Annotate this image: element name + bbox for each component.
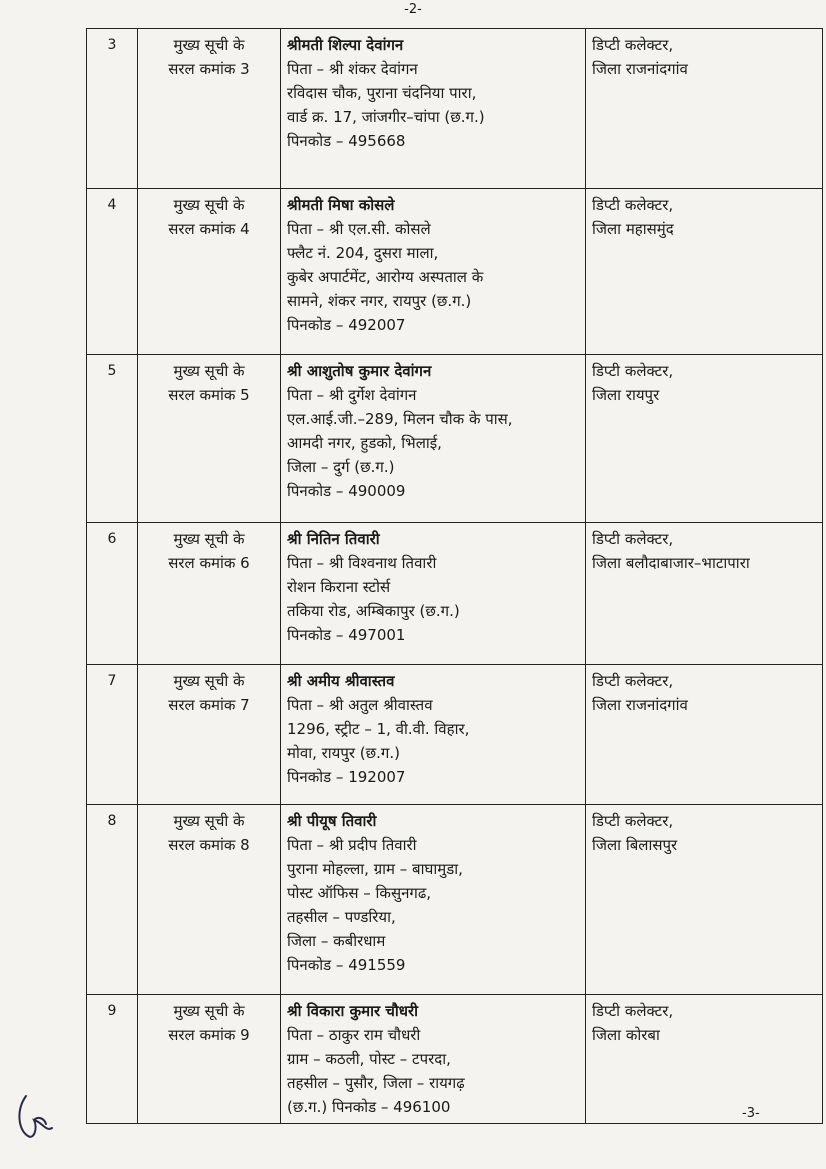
post-title: डिप्टी कलेक्टर,	[592, 1002, 674, 1020]
page-number-top: -2-	[404, 2, 422, 17]
posting-table	[86, 28, 823, 1124]
posting-table-body	[87, 29, 823, 1124]
post-title: डिप्टी कलेक्टर,	[592, 672, 674, 690]
candidate-name: श्रीमती मिषा कोसले	[287, 196, 395, 214]
reference-line-1: मुख्य सूची के	[173, 812, 245, 830]
address-line: ग्राम – कठली, पोस्ट – टपरदा,	[287, 1050, 451, 1068]
address-line: आमदी नगर, हुडको, भिलाई,	[287, 434, 442, 452]
candidate-details	[281, 523, 586, 665]
table-row	[87, 189, 823, 355]
reference-line-1: मुख्य सूची के	[173, 196, 245, 214]
reference-line-2: सरल कमांक 8	[168, 836, 250, 854]
post-title: डिप्टी कलेक्टर,	[592, 196, 674, 214]
post-district: जिला बलौदाबाजार–भाटापारा	[592, 554, 750, 572]
post-title: डिप्टी कलेक्टर,	[592, 362, 674, 380]
posting-details	[586, 995, 823, 1124]
post-district: जिला राजनांदगांव	[592, 696, 688, 714]
reference-line-2: सरल कमांक 4	[168, 220, 250, 238]
reference-line-1: मुख्य सूची के	[173, 530, 245, 548]
address-line: तकिया रोड, अम्बिकापुर (छ.ग.)	[287, 602, 460, 620]
address-line: वार्ड क्र. 17, जांजगीर–चांपा (छ.ग.)	[287, 108, 485, 126]
address-line: पिता – श्री अतुल श्रीवास्तव	[287, 696, 433, 714]
table-row	[87, 523, 823, 665]
post-district: जिला कोरबा	[592, 1026, 660, 1044]
address-line: पिता – ठाकुर राम चौधरी	[287, 1026, 421, 1044]
candidate-details	[281, 805, 586, 995]
address-line: पिता – श्री शंकर देवांगन	[287, 60, 418, 78]
table-row	[87, 665, 823, 805]
address-line: 1296, स्ट्रीट – 1, वी.वी. विहार,	[287, 720, 470, 738]
address-line: जिला – कबीरधाम	[287, 932, 386, 950]
candidate-details	[281, 29, 586, 189]
post-district: जिला रायपुर	[592, 386, 660, 404]
posting-details	[586, 805, 823, 995]
reference-line-2: सरल कमांक 5	[168, 386, 250, 404]
candidate-name: श्री नितिन तिवारी	[287, 530, 380, 548]
address-line: पुराना मोहल्ला, ग्राम – बाघामुडा,	[287, 860, 463, 878]
main-list-reference	[138, 355, 281, 523]
candidate-name: श्रीमती शिल्पा देवांगन	[287, 36, 404, 54]
post-district: जिला महासमुंद	[592, 220, 674, 238]
reference-line-1: मुख्य सूची के	[173, 672, 245, 690]
address-line: सामने, शंकर नगर, रायपुर (छ.ग.)	[287, 292, 472, 310]
address-line: जिला – दुर्ग (छ.ग.)	[287, 458, 395, 476]
address-line: (छ.ग.) पिनकोड – 496100	[287, 1098, 451, 1116]
table-row	[87, 805, 823, 995]
address-line: तहसील – पुसौर, जिला – रायगढ़	[287, 1074, 465, 1092]
address-line: पोस्ट ऑफिस – किसुनगढ,	[287, 884, 432, 902]
address-line: पिनकोड – 490009	[287, 482, 406, 500]
table-row	[87, 29, 823, 189]
posting-details	[586, 665, 823, 805]
page-number-bottom: -3-	[742, 1106, 760, 1121]
candidate-details	[281, 189, 586, 355]
address-line: पिता – श्री प्रदीप तिवारी	[287, 836, 417, 854]
post-district: जिला राजनांदगांव	[592, 60, 688, 78]
candidate-name: श्री विकारा कुमार चौधरी	[287, 1002, 418, 1020]
candidate-name: श्री अमीय श्रीवास्तव	[287, 672, 395, 690]
post-title: डिप्टी कलेक्टर,	[592, 812, 674, 830]
serial-number: 7	[87, 665, 138, 805]
serial-number: 8	[87, 805, 138, 995]
serial-number: 5	[87, 355, 138, 523]
posting-details	[586, 189, 823, 355]
serial-number: 9	[87, 995, 138, 1124]
main-list-reference	[138, 189, 281, 355]
address-line: एल.आई.जी.–289, मिलन चौक के पास,	[287, 410, 513, 428]
reference-line-2: सरल कमांक 6	[168, 554, 250, 572]
reference-line-1: मुख्य सूची के	[173, 36, 245, 54]
post-district: जिला बिलासपुर	[592, 836, 678, 854]
reference-line-2: सरल कमांक 9	[168, 1026, 250, 1044]
posting-details	[586, 523, 823, 665]
address-line: रोशन किराना स्टोर्स	[287, 578, 391, 596]
serial-number: 6	[87, 523, 138, 665]
candidate-details	[281, 665, 586, 805]
address-line: पिनकोड – 192007	[287, 768, 406, 786]
reference-line-2: सरल कमांक 3	[168, 60, 250, 78]
main-list-reference	[138, 995, 281, 1124]
table-row	[87, 995, 823, 1124]
address-line: कुबेर अपार्टमेंट, आरोग्य अस्पताल के	[287, 268, 484, 286]
address-line: पिनकोड – 492007	[287, 316, 406, 334]
address-line: पिनकोड – 491559	[287, 956, 406, 974]
address-line: पिनकोड – 497001	[287, 626, 406, 644]
address-line: रविदास चौक, पुराना चंदनिया पारा,	[287, 84, 477, 102]
main-list-reference	[138, 29, 281, 189]
posting-details	[586, 355, 823, 523]
reference-line-1: मुख्य सूची के	[173, 362, 245, 380]
candidate-name: श्री आशुतोष कुमार देवांगन	[287, 362, 432, 380]
signature-mark	[12, 1088, 62, 1148]
address-line: फ्लैट नं. 204, दुसरा माला,	[287, 244, 439, 262]
main-list-reference	[138, 665, 281, 805]
candidate-details	[281, 995, 586, 1124]
main-list-reference	[138, 523, 281, 665]
table-row	[87, 355, 823, 523]
address-line: मोवा, रायपुर (छ.ग.)	[287, 744, 400, 762]
address-line: पिता – श्री एल.सी. कोसले	[287, 220, 431, 238]
posting-details	[586, 29, 823, 189]
serial-number: 4	[87, 189, 138, 355]
reference-line-1: मुख्य सूची के	[173, 1002, 245, 1020]
address-line: पिनकोड – 495668	[287, 132, 406, 150]
post-title: डिप्टी कलेक्टर,	[592, 530, 674, 548]
address-line: पिता – श्री दुर्गेश देवांगन	[287, 386, 417, 404]
candidate-details	[281, 355, 586, 523]
address-line: तहसील – पण्डरिया,	[287, 908, 396, 926]
main-list-reference	[138, 805, 281, 995]
post-title: डिप्टी कलेक्टर,	[592, 36, 674, 54]
serial-number: 3	[87, 29, 138, 189]
reference-line-2: सरल कमांक 7	[168, 696, 250, 714]
address-line: पिता – श्री विश्वनाथ तिवारी	[287, 554, 437, 572]
candidate-name: श्री पीयूष तिवारी	[287, 812, 377, 830]
